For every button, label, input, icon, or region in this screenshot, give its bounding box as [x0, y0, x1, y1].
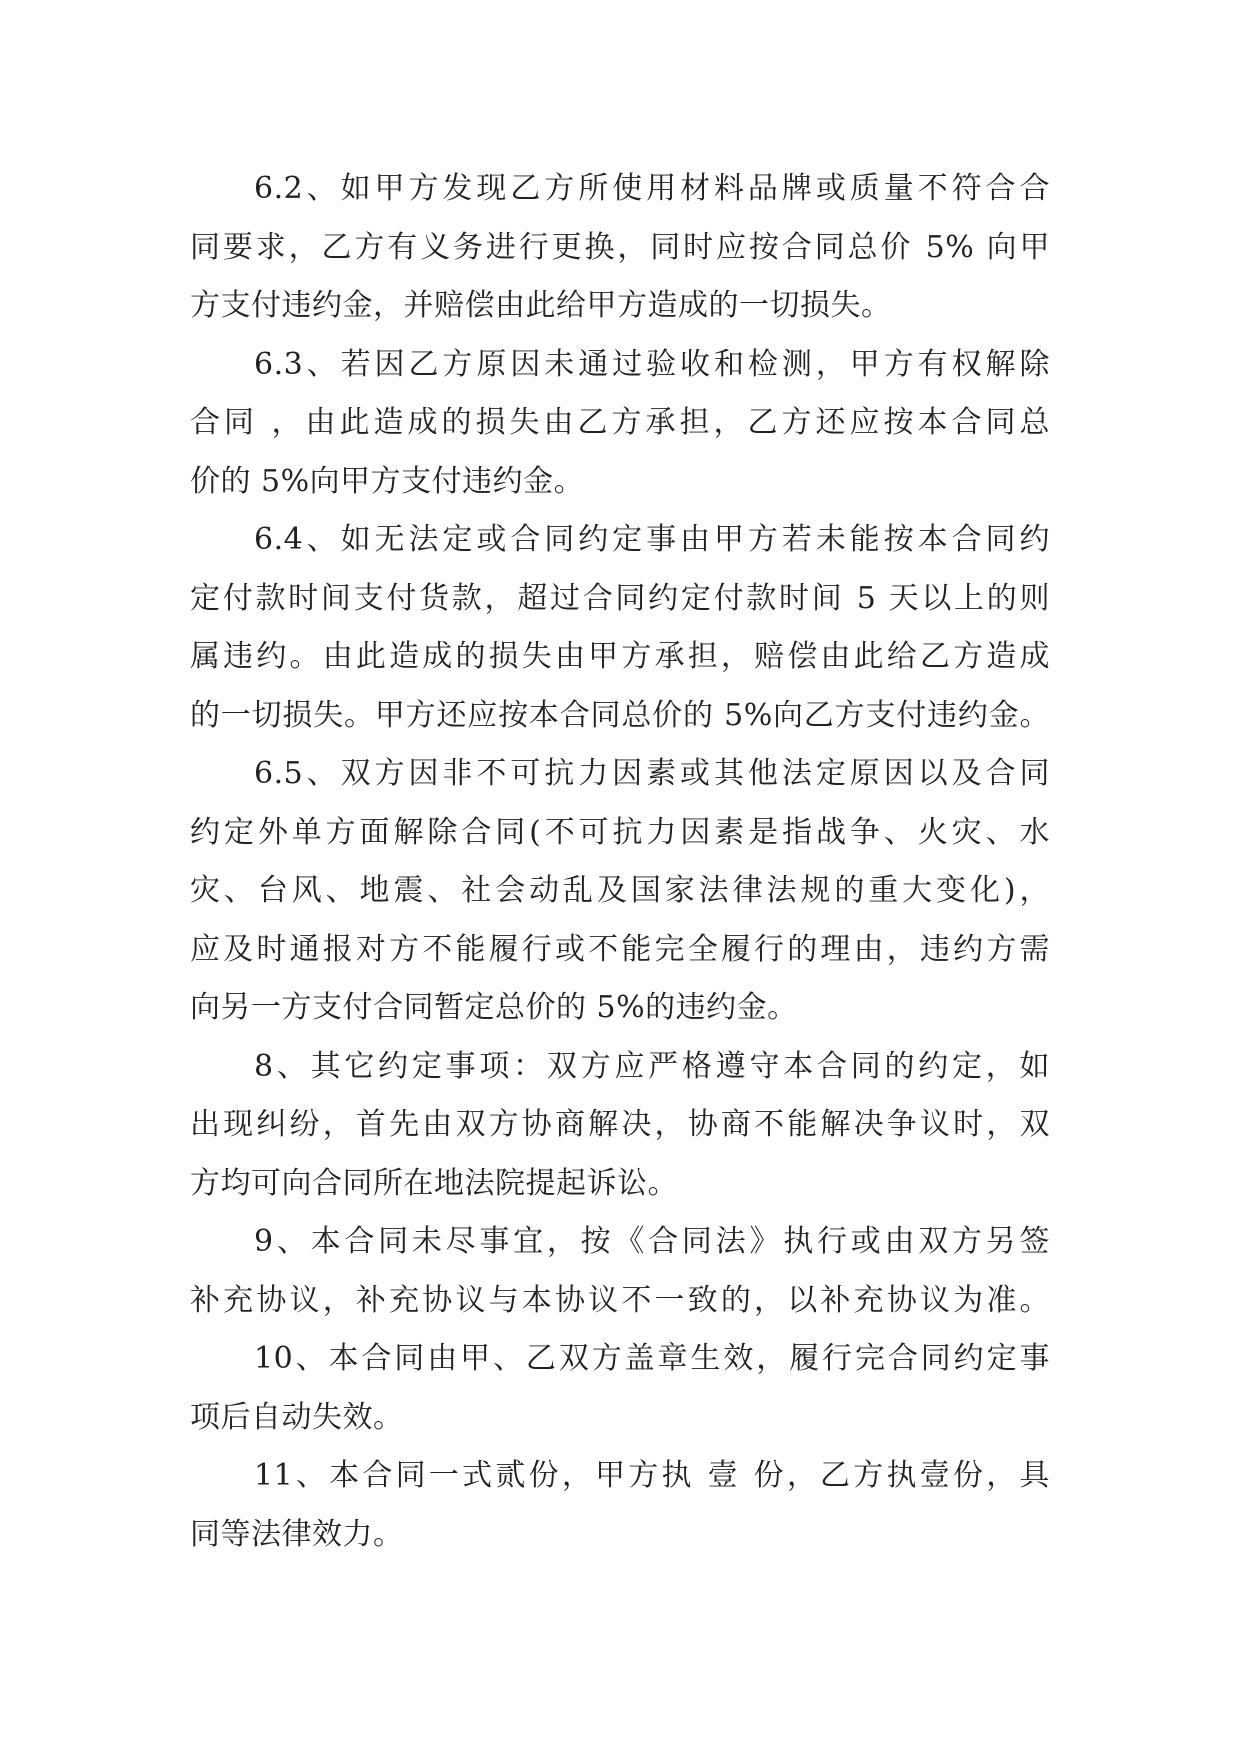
clause-6-2 [190, 160, 1050, 336]
clause-line: 6.4、如无法定或合同约定事由甲方若未能按本合同约 [254, 522, 1050, 557]
clause-line: 方均可向合同所在地法院提起诉讼。 [190, 1165, 678, 1201]
clause-line: 价的 5%向甲方支付违约金。 [190, 463, 585, 499]
clause-line: 9、本合同未尽事宜，按《合同法》执行或由双方另签 [254, 1224, 1050, 1259]
clause-6-5 [190, 745, 1050, 1038]
clause-line: 补充协议，补充协议与本协议不一致的，以补充协议为准。 [190, 1282, 1050, 1318]
clause-line: 灾、台风、地震、社会动乱及国家法律法规的重大变化)， [190, 873, 1050, 908]
clause-6-4 [190, 511, 1050, 745]
clause-line: 应及时通报对方不能履行或不能完全履行的理由，违约方需 [190, 931, 1050, 967]
clause-line: 出现纠纷，首先由双方协商解决，协商不能解决争议时，双 [190, 1107, 1050, 1142]
clause-line: 6.5、双方因非不可抗力因素或其他法定原因以及合同 [254, 756, 1050, 791]
clause-line: 6.3、若因乙方原因未通过验收和检测，甲方有权解除 [254, 346, 1050, 382]
clause-line: 合同 ，由此造成的损失由乙方承担，乙方还应按本合同总 [190, 405, 1050, 440]
clause-line: 同等法律效力。 [190, 1516, 404, 1552]
clause-line: 10、本合同由甲、乙双方盖章生效，履行完合同约定事 [254, 1341, 1050, 1376]
clause-8 [190, 1038, 1050, 1214]
clause-6-3 [190, 336, 1050, 512]
clause-line: 属违约。由此造成的损失由甲方承担，赔偿由此给乙方造成 [190, 639, 1050, 674]
clause-line: 项后自动失效。 [190, 1399, 404, 1435]
clause-line: 8、其它约定事项：双方应严格遵守本合同的约定，如 [254, 1048, 1050, 1084]
clause-line: 11、本合同一式贰份，甲方执 壹 份，乙方执壹份，具 [254, 1458, 1050, 1493]
clause-line: 定付款时间支付货款，超过合同约定付款时间 5 天以上的则 [190, 580, 1050, 616]
clause-11 [190, 1447, 1050, 1564]
clause-line: 向另一方支付合同暂定总价的 5%的违约金。 [190, 990, 798, 1025]
clause-line: 方支付违约金，并赔偿由此给甲方造成的一切损失。 [190, 288, 892, 323]
clause-10 [190, 1330, 1050, 1447]
contract-body [190, 160, 1050, 1560]
clause-line: 6.2、如甲方发现乙方所使用材料品牌或质量不符合合 [254, 171, 1050, 206]
clause-line: 的一切损失。甲方还应按本合同总价的 5%向乙方支付违约金。 [190, 697, 1050, 733]
clause-9 [190, 1213, 1050, 1330]
clause-line: 约定外单方面解除合同(不可抗力因素是指战争、火灾、水 [190, 814, 1050, 850]
clause-line: 同要求，乙方有义务进行更换，同时应按合同总价 5% 向甲 [190, 229, 1050, 265]
